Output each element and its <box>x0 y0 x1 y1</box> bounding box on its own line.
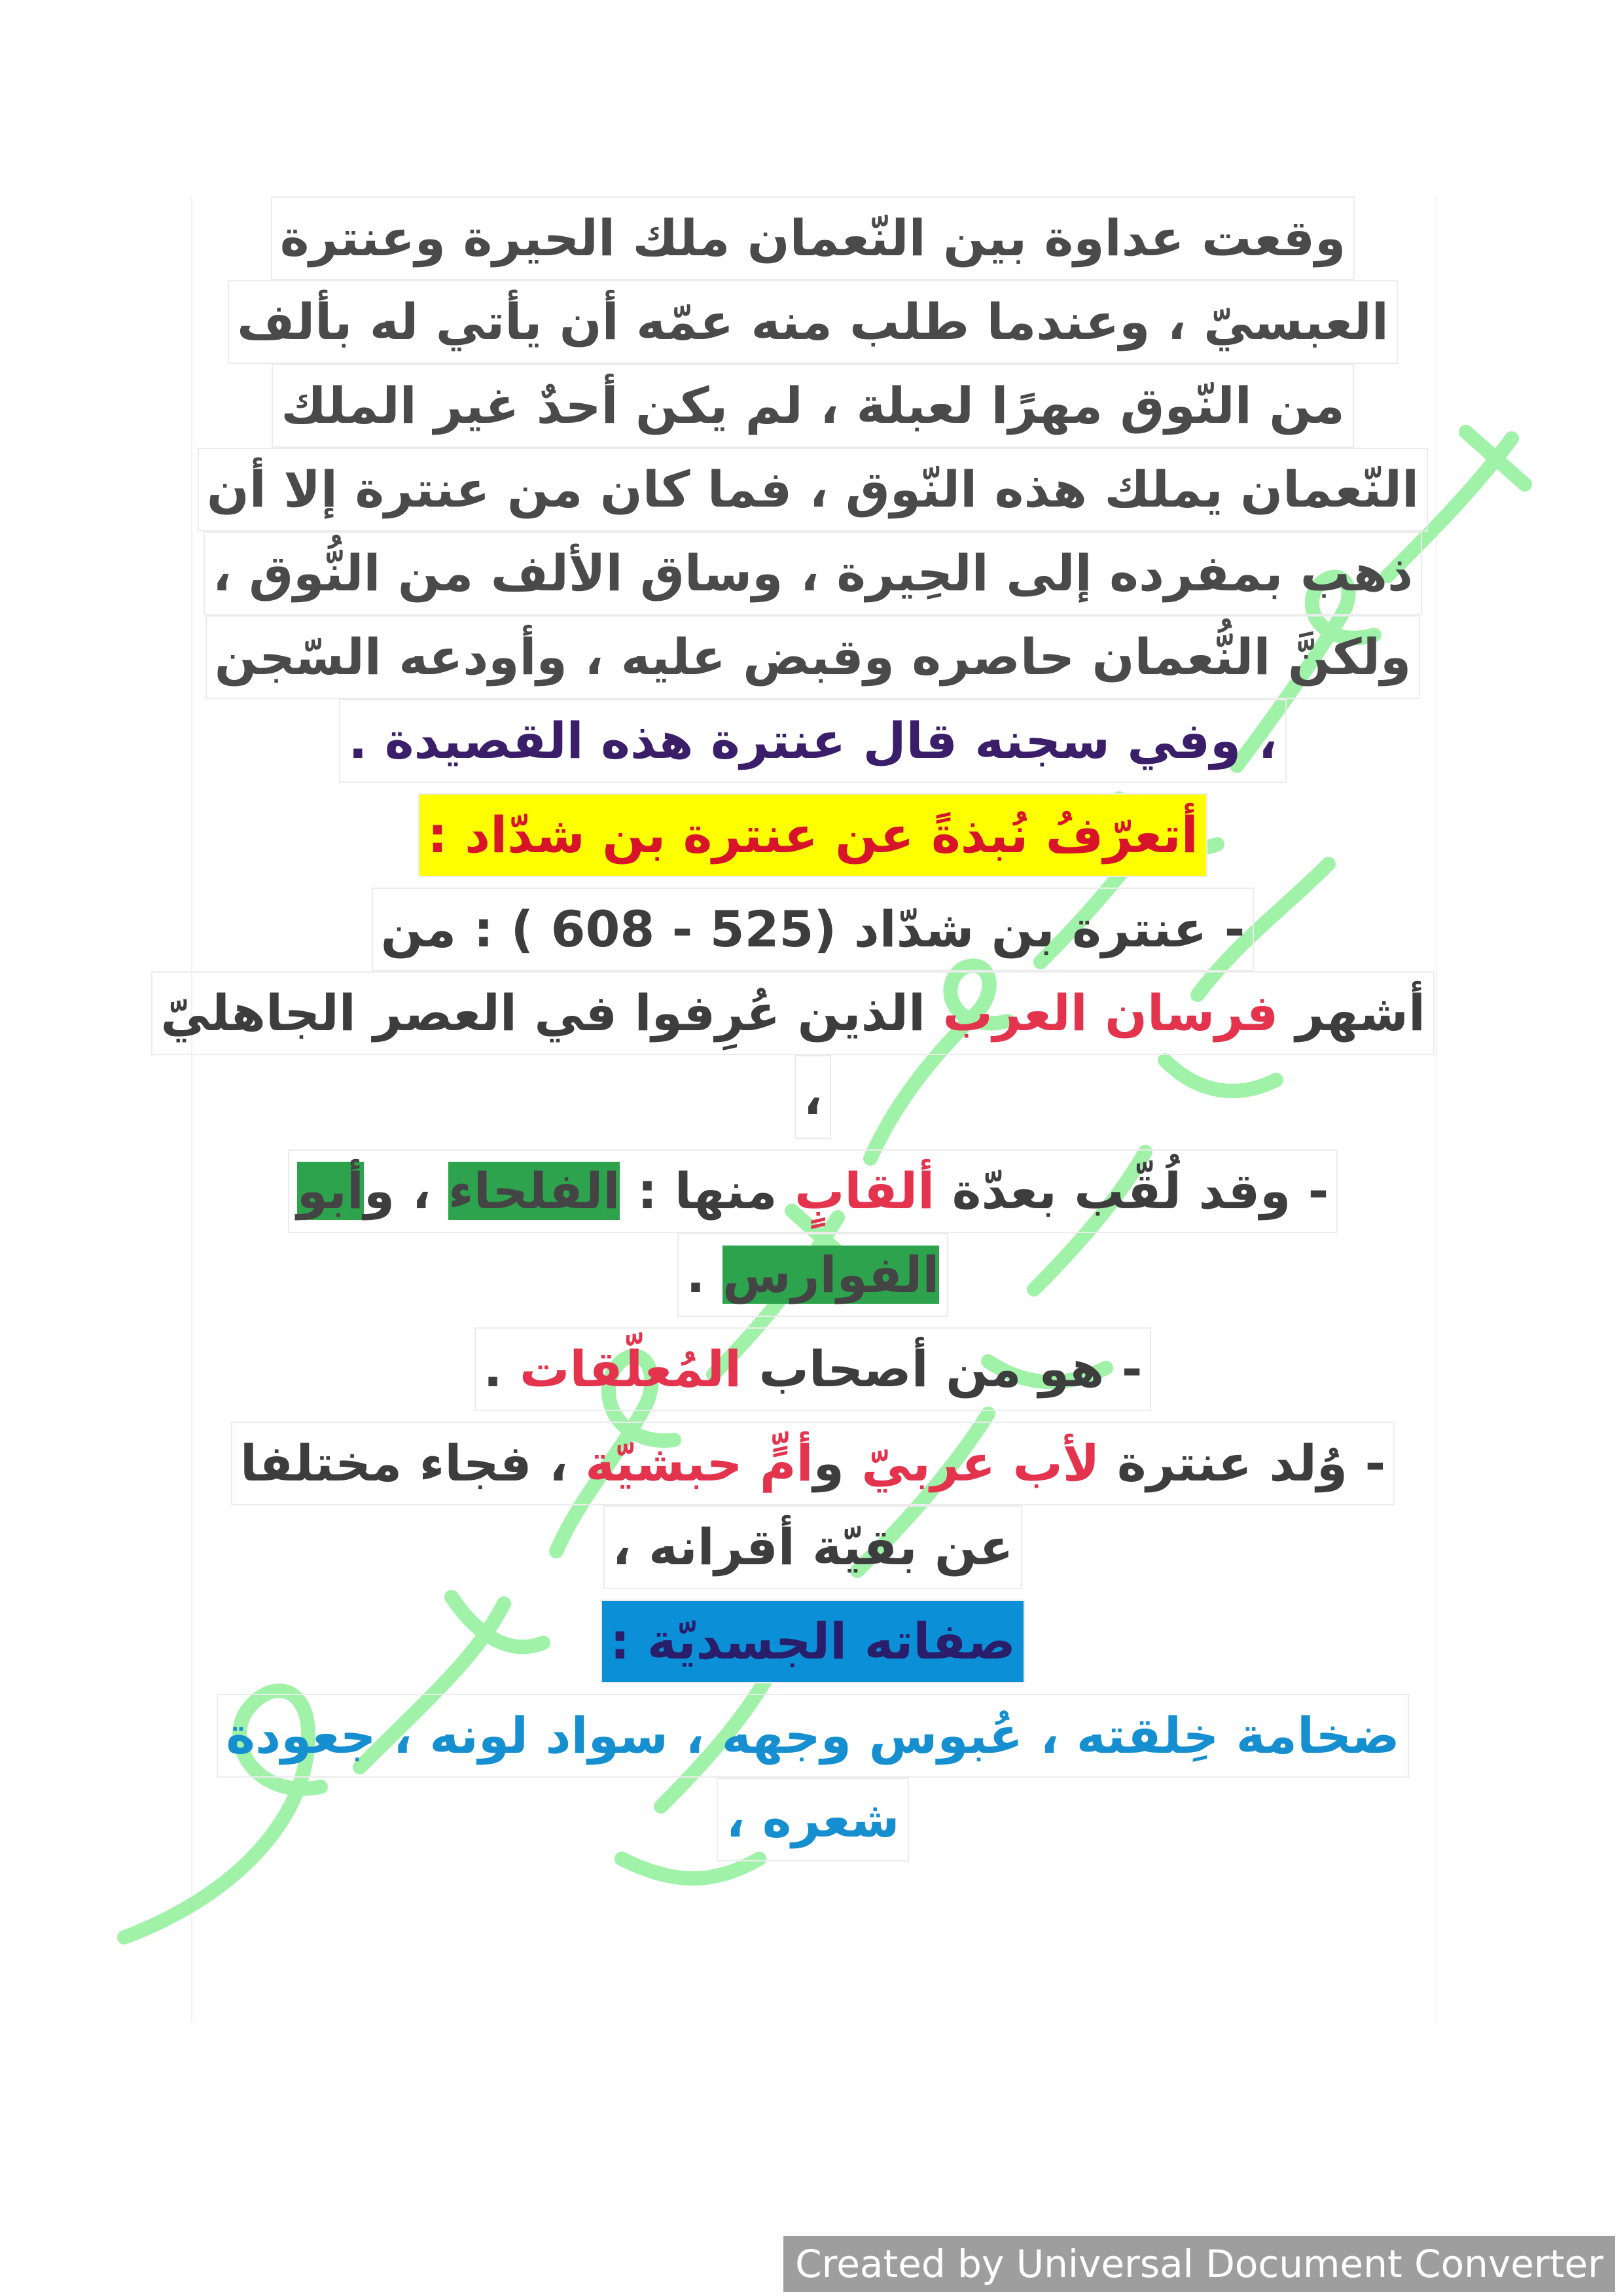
intro-line-3: من النّوق مهرًا لعبلة ، لم يكن أحدٌ غير الملك <box>272 364 1353 448</box>
titles-text: منها : <box>620 1162 794 1220</box>
intro-paragraph <box>191 196 1435 783</box>
bio-text: الذين عُرِفوا في العصر الجاهليّ <box>160 984 943 1042</box>
bio-line-2 <box>151 971 1435 1055</box>
birth-text: ، فجاء مختلفا <box>240 1434 586 1492</box>
intro-line-1: وقعت عداوة بين النّعمان ملك الحيرة وعنترة <box>271 196 1355 280</box>
highlight-alfawaris: الفوارس <box>722 1246 940 1304</box>
titles-text: . <box>686 1246 722 1304</box>
birth-line-1 <box>231 1422 1395 1505</box>
intro-line-2: العبسيّ ، وعندما طلب منه عمّه أن يأتي له بألف <box>228 280 1398 364</box>
bio-paragraph <box>160 888 1435 1139</box>
bio-text: أشهر <box>1278 984 1425 1042</box>
heading-physical-traits: صفاته الجسديّة : <box>601 1600 1025 1683</box>
highlight-arab-father: لأب عربيّ <box>861 1434 1100 1492</box>
physical-paragraph <box>191 1694 1435 1861</box>
titles-line-1 <box>288 1149 1338 1233</box>
birth-paragraph <box>191 1422 1435 1589</box>
muallaqat-line <box>474 1327 1152 1411</box>
highlight-alfalha: الفلحاء <box>448 1162 620 1220</box>
document-body <box>160 196 1435 1865</box>
muallaqat-text: - هو من أصحاب <box>741 1340 1143 1398</box>
highlight-abyssinian-mother: أمٍّ حبشيّة <box>585 1434 813 1492</box>
physical-line-2: شعره ، <box>717 1778 908 1861</box>
muallaqat-text: . <box>483 1340 520 1398</box>
intro-line-4: النّعمان يملك هذه النّوق ، فما كان من عنترة إلا أن <box>198 448 1428 531</box>
intro-closing-line: ، وفي سجنه قال عنترة هذه القصيدة . <box>339 699 1286 783</box>
intro-line-5: ذهب بمفرده إلى الحِيرة ، وساق الألف من النُّوق ، <box>204 531 1422 615</box>
titles-paragraph <box>191 1149 1435 1317</box>
bio-line-1: - عنترة بن شدّاد (525 - 608 ) : من <box>372 888 1255 971</box>
birth-line-2: عن بقيّة أقرانه ، <box>603 1505 1023 1589</box>
highlight-abu: أبو <box>296 1162 364 1220</box>
highlight-titles: ألقابٍ <box>794 1162 935 1220</box>
titles-text: ، و <box>363 1162 448 1220</box>
highlight-arab-knights: فرسان العرب <box>942 984 1279 1042</box>
titles-text: - وقد لُقّب بعدّة <box>935 1162 1329 1220</box>
converter-footer-banner: Created by Universal Document Converter <box>783 2236 1615 2292</box>
physical-line-1: ضخامة خِلقته ، عُبوس وجهه ، سواد لونه ، جعودة <box>217 1694 1408 1778</box>
highlight-muallaqat: المُعلّقات <box>519 1340 742 1398</box>
titles-line-2 <box>677 1233 949 1317</box>
birth-text: - وُلد عنترة <box>1099 1434 1386 1492</box>
birth-text: و <box>813 1434 862 1492</box>
intro-line-6: ولكنَّ النُّعمان حاصره وقبض عليه ، وأودعه السّجن <box>205 615 1421 699</box>
heading-biography: أتعرّفُ نُبذةً عن عنترة بن شدّاد : <box>418 793 1207 877</box>
bio-line-3: ، <box>794 1055 832 1139</box>
